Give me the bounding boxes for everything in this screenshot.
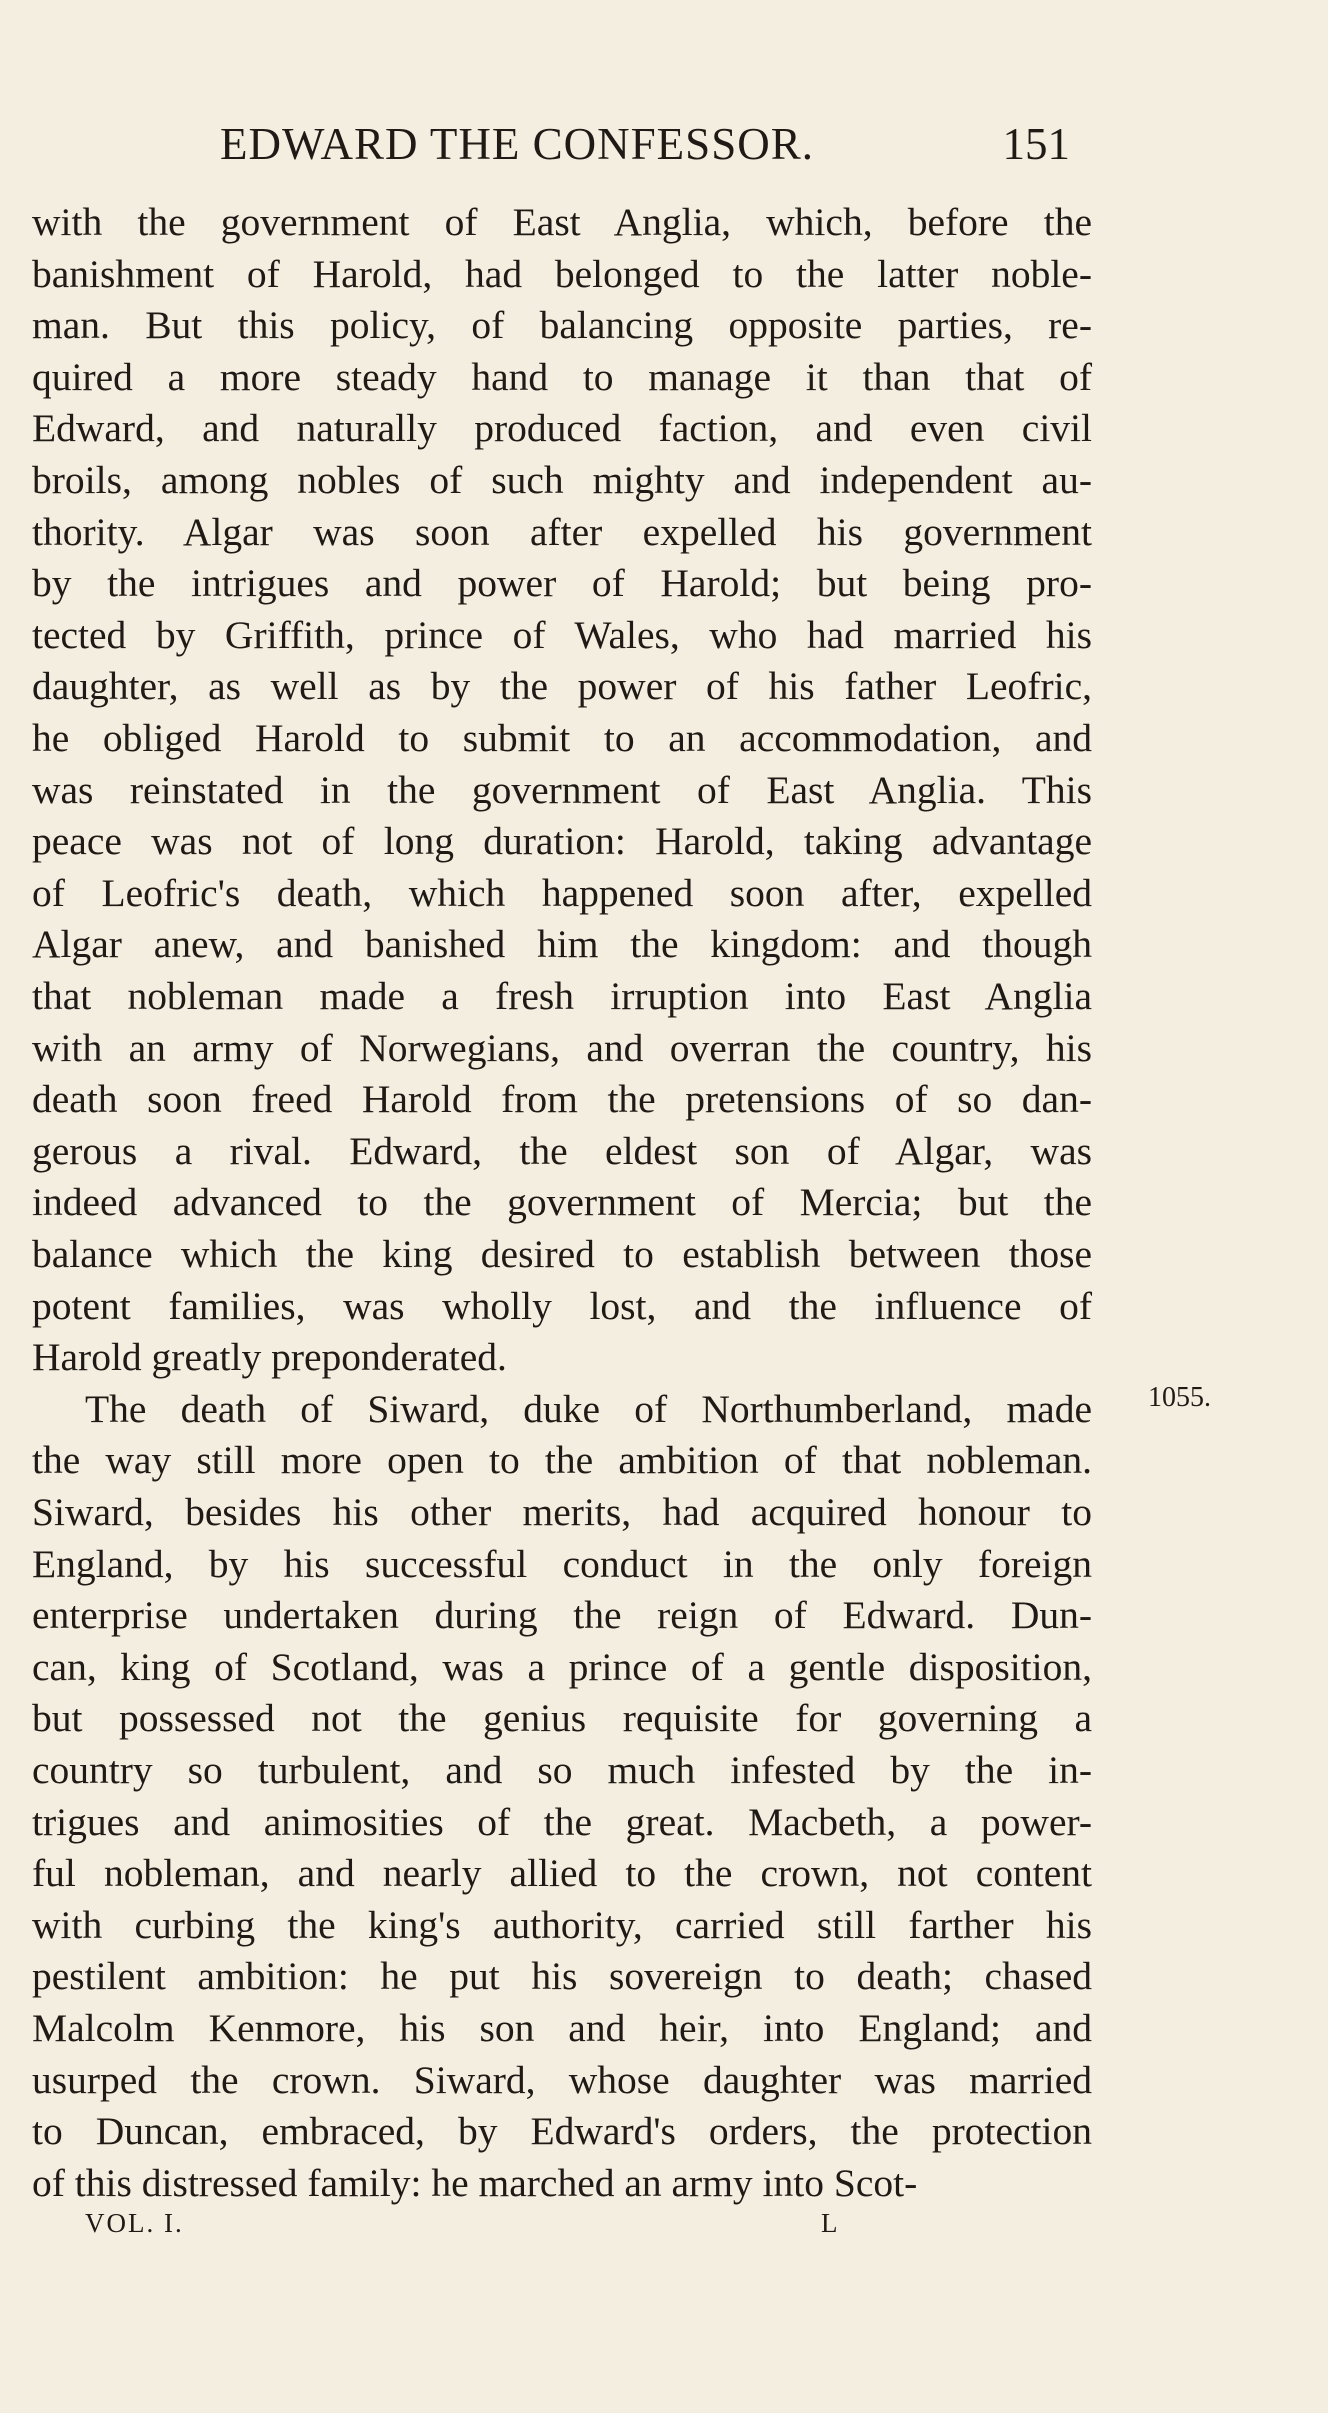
text-line: by the intrigues and power of Harold; but being pro-	[32, 561, 1092, 606]
text-line: can, king of Scotland, was a prince of a gentle disposition,	[32, 1644, 1092, 1689]
text-line: he obliged Harold to submit to an accommodation, and	[32, 716, 1092, 760]
text-line: balance which the king desired to establish between those	[32, 1232, 1092, 1276]
text-line: trigues and animosities of the great. Macbeth, a power-	[32, 1799, 1092, 1844]
text-line: with the government of East Anglia, which, before the	[32, 200, 1092, 244]
text-line: Siward, besides his other merits, had acquired honour to	[32, 1490, 1092, 1534]
text-line: usurped the crown. Siward, whose daughter was married	[32, 2057, 1092, 2102]
text-line: The death of Siward, duke of Northumberland, made	[85, 1386, 1092, 1431]
text-line: ful nobleman, and nearly allied to the crown, not content	[32, 1851, 1092, 1896]
text-line: Harold greatly preponderated.	[32, 1335, 507, 1380]
text-line: daughter, as well as by the power of his father Leofric,	[32, 664, 1092, 709]
page-header	[220, 118, 1070, 178]
text-line: death soon freed Harold from the pretensions of so dan-	[32, 1077, 1092, 1122]
text-line: that nobleman made a fresh irruption into East Anglia	[32, 974, 1092, 1018]
text-line: of Leofric's death, which happened soon after, expelled	[32, 870, 1092, 915]
text-line: thority. Algar was soon after expelled his government	[32, 509, 1092, 554]
text-line: pestilent ambition: he put his sovereign to death; chased	[32, 1954, 1092, 1999]
text-line: banishment of Harold, had belonged to the latter noble-	[32, 251, 1092, 296]
text-line: broils, among nobles of such mighty and independent au-	[32, 458, 1092, 502]
text-line: with an army of Norwegians, and overran the country, his	[32, 1025, 1092, 1070]
text-line: tected by Griffith, prince of Wales, who had married his	[32, 612, 1092, 657]
text-line: Algar anew, and banished him the kingdom: and though	[32, 922, 1092, 967]
text-line: quired a more steady hand to manage it than that of	[32, 354, 1092, 399]
margin-date-note: 1055.	[1148, 1382, 1211, 1413]
footer-signature-mark: L	[821, 2208, 838, 2238]
text-line: with curbing the king's authority, carried still farther his	[32, 1902, 1092, 1947]
text-line: but possessed not the genius requisite for governing a	[32, 1696, 1092, 1741]
text-line: England, by his successful conduct in the only foreign	[32, 1541, 1092, 1586]
text-line: potent families, was wholly lost, and the influence of	[32, 1283, 1092, 1328]
text-line: country so turbulent, and so much infested by the in-	[32, 1748, 1092, 1792]
running-title: EDWARD THE CONFESSOR.	[220, 119, 814, 169]
text-line: enterprise undertaken during the reign of Edward. Dun-	[32, 1593, 1092, 1638]
text-line: the way still more open to the ambition of that nobleman.	[32, 1438, 1092, 1483]
footer-volume: VOL. I.	[85, 2208, 184, 2238]
text-line: man. But this policy, of balancing opposite parties, re-	[32, 303, 1092, 348]
text-line: peace was not of long duration: Harold, taking advantage	[32, 819, 1092, 864]
text-line: of this distressed family: he marched an army into Scot-	[32, 2160, 918, 2205]
text-line: gerous a rival. Edward, the eldest son of Algar, was	[32, 1128, 1092, 1173]
text-line: to Duncan, embraced, by Edward's orders, the protection	[32, 2109, 1092, 2154]
text-line: indeed advanced to the government of Mercia; but the	[32, 1180, 1092, 1225]
text-line: Malcolm Kenmore, his son and heir, into England; and	[32, 2006, 1092, 2050]
text-line: was reinstated in the government of East Anglia. This	[32, 767, 1092, 812]
text-line: Edward, and naturally produced faction, and even civil	[32, 406, 1092, 451]
page-number: 151	[1002, 119, 1070, 169]
